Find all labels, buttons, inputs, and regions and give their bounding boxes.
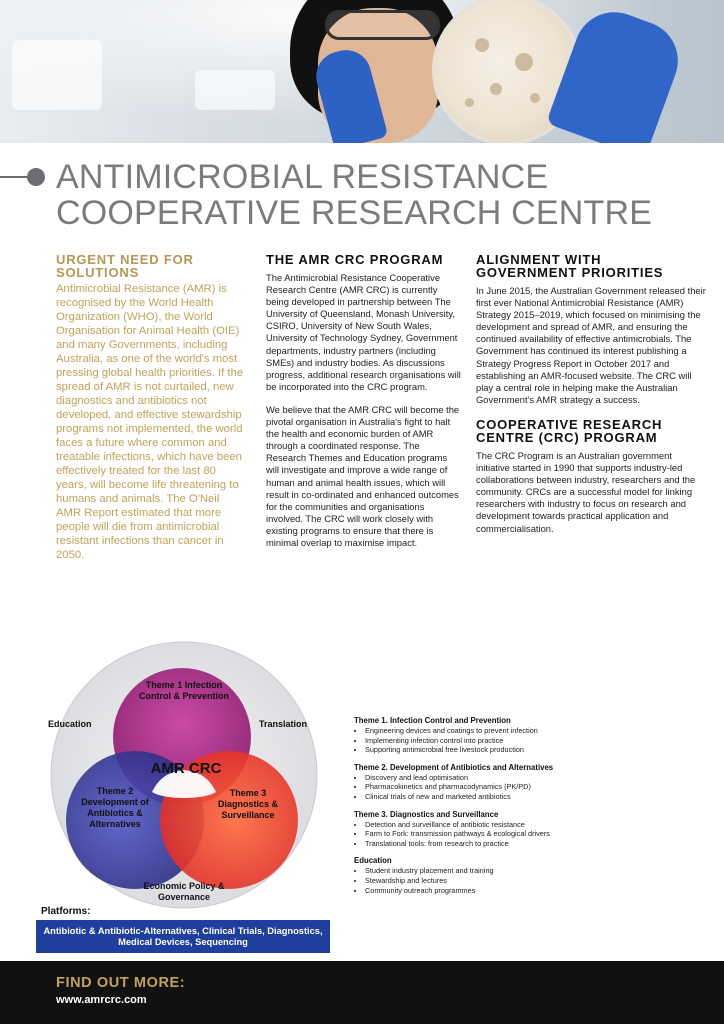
program-heading: THE AMR CRC PROGRAM — [266, 252, 444, 267]
theme-title: Theme 2. Development of Antibiotics and Alternatives — [354, 762, 554, 772]
platforms-box — [36, 920, 330, 953]
list-item: • Community outreach programmes — [365, 886, 694, 896]
urgent-section — [56, 253, 246, 562]
alignment-section — [476, 253, 706, 535]
platforms-label: Platforms: — [41, 906, 91, 917]
hero-photo — [0, 0, 724, 143]
theme1-label: Theme 1 Infection Control & Prevention — [138, 680, 229, 701]
translation-label: Translation — [259, 719, 308, 729]
list-item: • Discovery and lead optimisation — [365, 773, 694, 783]
urgent-text: Antimicrobial Resistance (AMR) is recognised by the World Health Organization (WHO), the World Organisation for Animal Health (OIE) and many Governments, including Australia, as one of the world's most pressing global health priorities. If the spread of AMR is not curtailed, new diagnostics and antibiotics not developed, and effective stewardship programs not implemented, the world faces a future where common and treatable infections, which have been effectively treated for the last 80 years, will become life threatening to humans and animals. The O'Neil AMR Report estimated that more people will die from antimicrobial resistant infections than cancer in 2050. — [56, 283, 244, 561]
venn-center-label: AMR CRC — [150, 760, 222, 777]
list-item: • Detection and surveillance of antibiotic resistance — [365, 820, 694, 830]
title-bullet-icon — [27, 168, 45, 186]
crc-heading: COOPERATIVE RESEARCH CENTRE (CRC) PROGRAM — [476, 416, 663, 445]
theme-title: Theme 1. Infection Control and Prevention — [354, 716, 511, 725]
urgent-heading: URGENT NEED FOR SOLUTIONS — [56, 252, 194, 280]
crc-text: The CRC Program is an Australian government initiative started in 1990 that supports industry-led collaborations between industry, researchers and the community. CRCs are a successful model for linking researchers with industry to focus on research and development towards practical application and commercialisation. — [476, 449, 696, 534]
list-item: • Clinical trials of new and marketed antibiotics — [365, 792, 694, 802]
alignment-heading: ALIGNMENT WITH GOVERNMENT PRIORITIES — [476, 252, 664, 280]
title-rule — [0, 176, 30, 178]
page-title: ANTIMICROBIAL RESISTANCE COOPERATIVE RESEARCH CENTRE — [56, 158, 653, 232]
footer — [0, 961, 724, 1024]
platforms-text: Antibiotic & Antibiotic-Alternatives, Clinical Trials, Diagnostics, Medical Devices, Sequencing — [43, 925, 323, 947]
list-item: • Translational tools: from research to practice — [365, 839, 694, 849]
list-item: • Stewardship and lectures — [365, 876, 694, 886]
list-item: • Student industry placement and training — [365, 866, 694, 876]
list-item: • Farm to Fork: transmission pathways & ecological drivers — [365, 829, 694, 839]
theme2-label: Theme 2 Development of Antibiotics & Alternatives — [81, 786, 149, 829]
theme3-label: Theme 3 Diagnostics & Surveillance — [217, 788, 278, 820]
website-link[interactable]: www.amrcrc.com — [56, 994, 147, 1006]
amr-crc-venn-diagram — [34, 640, 334, 910]
program-paragraph-1: The Antimicrobial Resistance Cooperative Research Centre (AMR CRC) is currently being developed in partnership between The University of Queensland, Monash University, CSIRO, University of New South Wales, University of Technology Sydney, Government departments, industry partners (including SMEs) and industry bodies. As discussions progress, additional research organisations will be incorporated into the CRC program. — [266, 272, 461, 392]
theme-block — [354, 856, 694, 895]
list-item: • Implementing infection control into practice — [365, 736, 694, 746]
program-paragraph-2: We believe that the AMR CRC will become the pivotal organisation in Australia's fight to halt the health and economic burden of AMR through a coordinated response. The Research Themes and Education programs will investigate and improve a wide range of human and animal health issues, which will result in co-ordinated and enhanced outcomes for the communities and organisations involved. The CRC will work closely with existing programs to ensure that there is minimal overlap to maximise impact. — [266, 403, 460, 548]
footer-cta: FIND OUT MORE: — [56, 975, 186, 991]
theme-block — [354, 763, 694, 802]
theme-block — [354, 716, 694, 755]
economic-label: Economic Policy & Governance — [143, 881, 225, 902]
list-item: • Supporting antimicrobial free livestock production — [365, 745, 694, 755]
themes-list — [354, 716, 694, 903]
list-item: • Pharmacokinetics and pharmacodynamics (PK/PD) — [365, 782, 694, 792]
theme-title: Theme 3. Diagnostics and Surveillance — [354, 809, 499, 819]
list-item: • Engineering devices and coatings to prevent infection — [365, 726, 694, 736]
education-label: Education — [48, 719, 92, 729]
program-section — [266, 253, 462, 549]
theme-title: Education — [354, 856, 392, 866]
theme-block — [354, 810, 694, 849]
alignment-text: In June 2015, the Australian Government released their first ever National Antimicrobial Resistance (AMR) Strategy 2015–2019, which focused on minimising the development and spread of AMR, and ensuring the continued availability of effective antimicrobials. The Government has continued its interest publishing a Strategy Progress Report in October 2017 and establishing an AMR-focused website. The CRC will play a central role in helping make the Australian Government's AMR strategy a success. — [476, 285, 706, 405]
